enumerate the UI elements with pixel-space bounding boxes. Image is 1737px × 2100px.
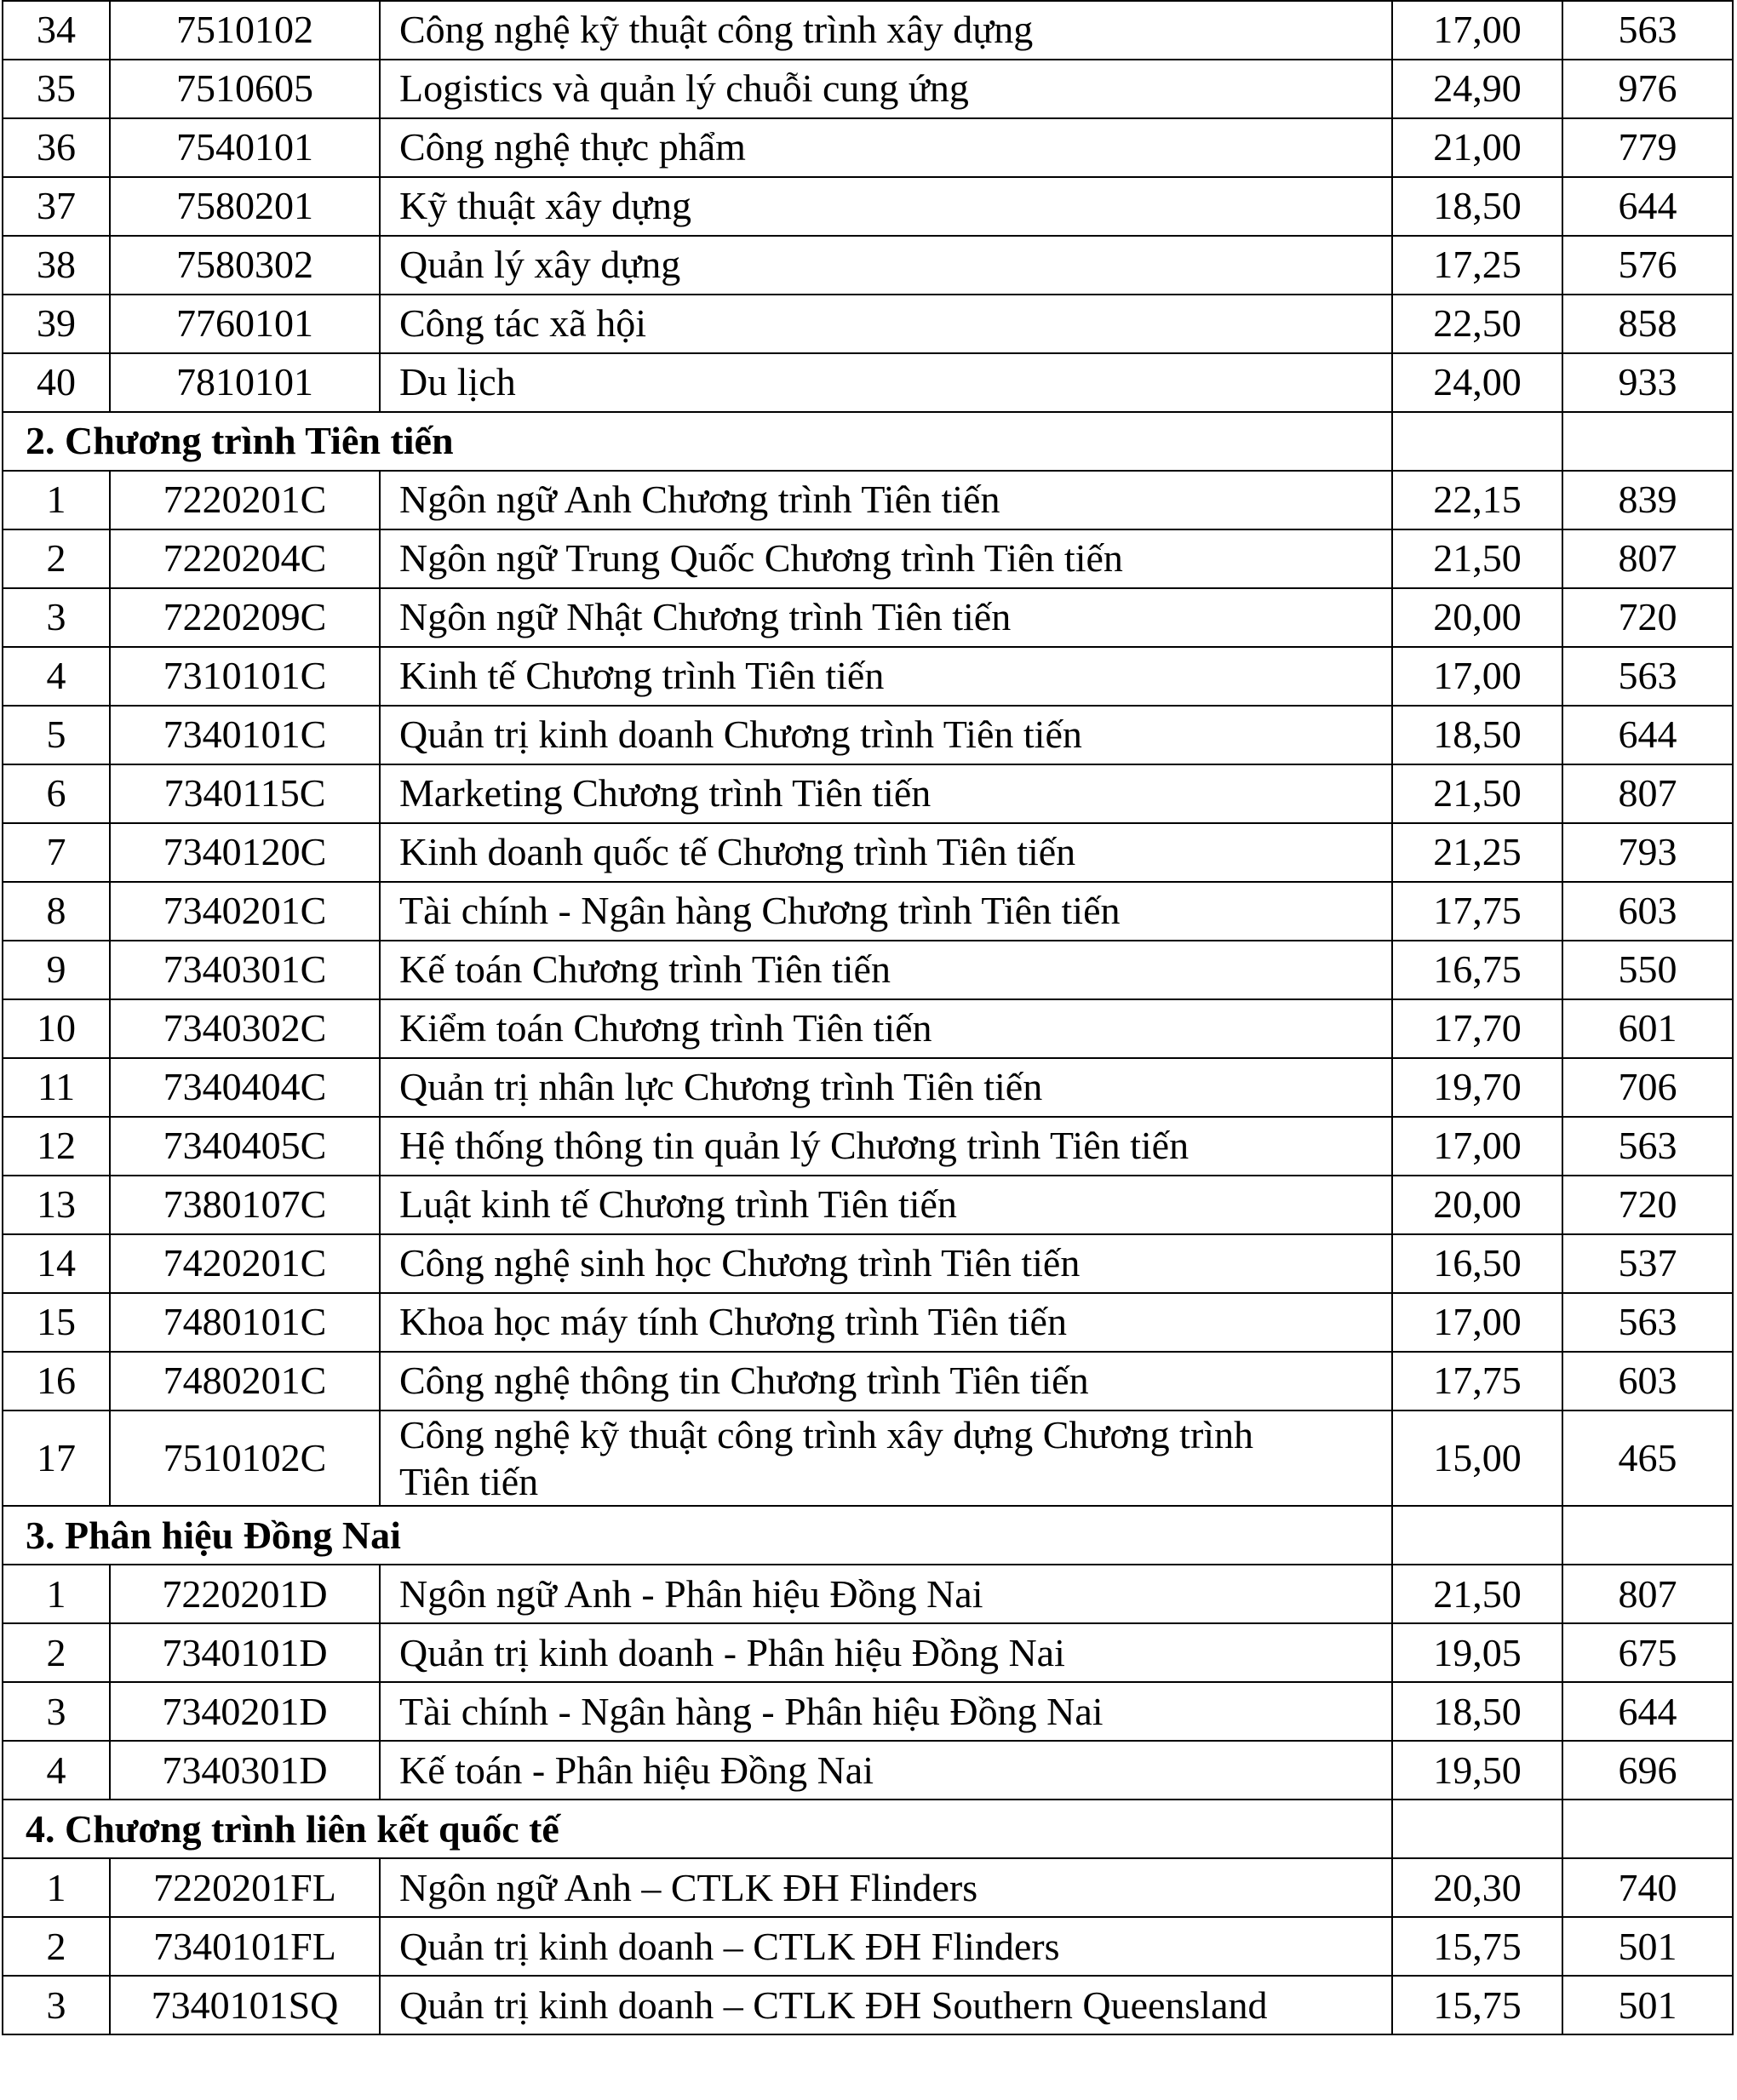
stt-cell: 14 bbox=[3, 1234, 110, 1293]
major-name-cell: Logistics và quản lý chuỗi cung ứng bbox=[380, 60, 1392, 118]
major-code-cell: 7340201C bbox=[110, 882, 380, 941]
score-cell: 17,75 bbox=[1392, 882, 1562, 941]
section-title: 2. Chương trình Tiên tiến bbox=[3, 412, 1392, 471]
major-code-cell: 7810101 bbox=[110, 353, 380, 412]
table-row bbox=[3, 1410, 1733, 1506]
score-cell: 20,00 bbox=[1392, 588, 1562, 647]
stt-cell: 3 bbox=[3, 1682, 110, 1741]
rank-score-cell: 601 bbox=[1562, 999, 1733, 1058]
stt-cell: 2 bbox=[3, 1917, 110, 1976]
major-name-cell: Quản trị kinh doanh – CTLK ĐH Southern Queensland bbox=[380, 1976, 1392, 2034]
stt-cell: 8 bbox=[3, 882, 110, 941]
major-name-cell: Công nghệ sinh học Chương trình Tiên tiến bbox=[380, 1234, 1392, 1293]
rank-score-cell: 807 bbox=[1562, 1565, 1733, 1623]
major-name-line-1: Công nghệ kỹ thuật công trình xây dựng Chương trình bbox=[399, 1413, 1254, 1456]
rank-score-cell: 563 bbox=[1562, 1, 1733, 60]
major-code-cell: 7380107C bbox=[110, 1176, 380, 1234]
rank-score-cell: 644 bbox=[1562, 177, 1733, 236]
stt-cell: 1 bbox=[3, 1858, 110, 1917]
rank-score-cell: 807 bbox=[1562, 529, 1733, 588]
rank-score-cell: 563 bbox=[1562, 647, 1733, 706]
major-name-cell: Khoa học máy tính Chương trình Tiên tiến bbox=[380, 1293, 1392, 1352]
stt-cell: 2 bbox=[3, 1623, 110, 1682]
major-code-cell: 7760101 bbox=[110, 295, 380, 353]
score-cell: 22,50 bbox=[1392, 295, 1562, 353]
table-row bbox=[3, 471, 1733, 529]
major-code-cell: 7580201 bbox=[110, 177, 380, 236]
stt-cell: 1 bbox=[3, 1565, 110, 1623]
stt-cell: 10 bbox=[3, 999, 110, 1058]
section-title: 3. Phân hiệu Đồng Nai bbox=[3, 1506, 1392, 1565]
stt-cell: 1 bbox=[3, 471, 110, 529]
major-code-cell: 7420201C bbox=[110, 1234, 380, 1293]
major-code-cell: 7480101C bbox=[110, 1293, 380, 1352]
section-header-row bbox=[3, 1506, 1733, 1565]
major-code-cell: 7340301C bbox=[110, 941, 380, 999]
rank-score-cell: 603 bbox=[1562, 882, 1733, 941]
major-code-cell: 7340101FL bbox=[110, 1917, 380, 1976]
major-code-cell: 7220201C bbox=[110, 471, 380, 529]
stt-cell: 38 bbox=[3, 236, 110, 295]
table-row bbox=[3, 823, 1733, 882]
score-cell: 15,75 bbox=[1392, 1917, 1562, 1976]
table-row bbox=[3, 1565, 1733, 1623]
major-code-cell: 7480201C bbox=[110, 1352, 380, 1410]
table-row bbox=[3, 1623, 1733, 1682]
major-code-cell: 7340101D bbox=[110, 1623, 380, 1682]
stt-cell: 17 bbox=[3, 1410, 110, 1506]
score-cell: 18,50 bbox=[1392, 706, 1562, 764]
major-name-cell: Kinh tế Chương trình Tiên tiến bbox=[380, 647, 1392, 706]
score-cell: 17,25 bbox=[1392, 236, 1562, 295]
table-row bbox=[3, 295, 1733, 353]
stt-cell: 4 bbox=[3, 647, 110, 706]
table-row bbox=[3, 353, 1733, 412]
stt-cell: 39 bbox=[3, 295, 110, 353]
table-row bbox=[3, 1976, 1733, 2034]
table-row bbox=[3, 764, 1733, 823]
major-name-cell: Marketing Chương trình Tiên tiến bbox=[380, 764, 1392, 823]
rank-score-cell: 501 bbox=[1562, 1976, 1733, 2034]
major-name-cell: Quản trị kinh doanh Chương trình Tiên tiến bbox=[380, 706, 1392, 764]
table-row bbox=[3, 941, 1733, 999]
major-name-cell: Công nghệ thực phẩm bbox=[380, 118, 1392, 177]
major-name-cell: Công tác xã hội bbox=[380, 295, 1392, 353]
table-row bbox=[3, 1, 1733, 60]
major-name-cell: Tài chính - Ngân hàng - Phân hiệu Đồng Nai bbox=[380, 1682, 1392, 1741]
stt-cell: 5 bbox=[3, 706, 110, 764]
major-code-cell: 7340101SQ bbox=[110, 1976, 380, 2034]
score-cell: 17,00 bbox=[1392, 1117, 1562, 1176]
rank-score-cell: 675 bbox=[1562, 1623, 1733, 1682]
table-row bbox=[3, 706, 1733, 764]
table-row bbox=[3, 1352, 1733, 1410]
score-cell: 17,00 bbox=[1392, 647, 1562, 706]
major-name-cell: Công nghệ kỹ thuật công trình xây dựng bbox=[380, 1, 1392, 60]
table-row bbox=[3, 1058, 1733, 1117]
score-cell: 22,15 bbox=[1392, 471, 1562, 529]
rank-score-cell: 740 bbox=[1562, 1858, 1733, 1917]
major-name-cell: Quản lý xây dựng bbox=[380, 236, 1392, 295]
table-row bbox=[3, 1293, 1733, 1352]
stt-cell: 11 bbox=[3, 1058, 110, 1117]
score-cell: 17,70 bbox=[1392, 999, 1562, 1058]
section-header-row bbox=[3, 412, 1733, 471]
major-code-cell: 7510102C bbox=[110, 1410, 380, 1506]
major-name-line-2: Tiên tiến bbox=[399, 1460, 539, 1504]
table-row bbox=[3, 588, 1733, 647]
stt-cell: 6 bbox=[3, 764, 110, 823]
score-cell: 21,50 bbox=[1392, 1565, 1562, 1623]
rank-score-cell: 858 bbox=[1562, 295, 1733, 353]
score-cell: 19,05 bbox=[1392, 1623, 1562, 1682]
table-row bbox=[3, 1682, 1733, 1741]
stt-cell: 16 bbox=[3, 1352, 110, 1410]
major-code-cell: 7510605 bbox=[110, 60, 380, 118]
score-cell: 16,75 bbox=[1392, 941, 1562, 999]
major-code-cell: 7340201D bbox=[110, 1682, 380, 1741]
stt-cell: 3 bbox=[3, 1976, 110, 2034]
table-row bbox=[3, 999, 1733, 1058]
rank-score-cell: 550 bbox=[1562, 941, 1733, 999]
rank-score-cell: 779 bbox=[1562, 118, 1733, 177]
major-name-cell: Kế toán Chương trình Tiên tiến bbox=[380, 941, 1392, 999]
rank-score-cell: 933 bbox=[1562, 353, 1733, 412]
major-code-cell: 7310101C bbox=[110, 647, 380, 706]
major-name-cell: Hệ thống thông tin quản lý Chương trình Tiên tiến bbox=[380, 1117, 1392, 1176]
major-code-cell: 7340101C bbox=[110, 706, 380, 764]
major-name-cell: Ngôn ngữ Trung Quốc Chương trình Tiên tiến bbox=[380, 529, 1392, 588]
major-code-cell: 7340404C bbox=[110, 1058, 380, 1117]
section-empty-score bbox=[1392, 1800, 1562, 1858]
major-code-cell: 7510102 bbox=[110, 1, 380, 60]
rank-score-cell: 976 bbox=[1562, 60, 1733, 118]
table-row bbox=[3, 647, 1733, 706]
major-code-cell: 7340301D bbox=[110, 1741, 380, 1800]
stt-cell: 37 bbox=[3, 177, 110, 236]
score-cell: 24,00 bbox=[1392, 353, 1562, 412]
stt-cell: 12 bbox=[3, 1117, 110, 1176]
section-empty-rank bbox=[1562, 412, 1733, 471]
stt-cell: 4 bbox=[3, 1741, 110, 1800]
rank-score-cell: 720 bbox=[1562, 588, 1733, 647]
score-cell: 16,50 bbox=[1392, 1234, 1562, 1293]
stt-cell: 9 bbox=[3, 941, 110, 999]
stt-cell: 40 bbox=[3, 353, 110, 412]
table-row bbox=[3, 882, 1733, 941]
score-cell: 17,75 bbox=[1392, 1352, 1562, 1410]
major-name-cell: Ngôn ngữ Anh – CTLK ĐH Flinders bbox=[380, 1858, 1392, 1917]
rank-score-cell: 720 bbox=[1562, 1176, 1733, 1234]
table-row bbox=[3, 236, 1733, 295]
major-code-cell: 7220201FL bbox=[110, 1858, 380, 1917]
major-name-cell: Quản trị nhân lực Chương trình Tiên tiến bbox=[380, 1058, 1392, 1117]
major-code-cell: 7580302 bbox=[110, 236, 380, 295]
major-name-cell: Ngôn ngữ Anh - Phân hiệu Đồng Nai bbox=[380, 1565, 1392, 1623]
major-name-cell: Công nghệ thông tin Chương trình Tiên tiến bbox=[380, 1352, 1392, 1410]
table-row bbox=[3, 1741, 1733, 1800]
rank-score-cell: 603 bbox=[1562, 1352, 1733, 1410]
score-cell: 21,50 bbox=[1392, 529, 1562, 588]
section-empty-rank bbox=[1562, 1506, 1733, 1565]
table-row bbox=[3, 60, 1733, 118]
major-code-cell: 7340115C bbox=[110, 764, 380, 823]
table-body bbox=[3, 1, 1733, 2034]
table-row bbox=[3, 1176, 1733, 1234]
section-empty-score bbox=[1392, 1506, 1562, 1565]
section-title: 4. Chương trình liên kết quốc tế bbox=[3, 1800, 1392, 1858]
score-cell: 21,50 bbox=[1392, 764, 1562, 823]
table-row bbox=[3, 1234, 1733, 1293]
rank-score-cell: 793 bbox=[1562, 823, 1733, 882]
score-cell: 15,75 bbox=[1392, 1976, 1562, 2034]
rank-score-cell: 537 bbox=[1562, 1234, 1733, 1293]
major-name-cell: Du lịch bbox=[380, 353, 1392, 412]
major-code-cell: 7340302C bbox=[110, 999, 380, 1058]
table-row bbox=[3, 118, 1733, 177]
table-row bbox=[3, 1858, 1733, 1917]
stt-cell: 15 bbox=[3, 1293, 110, 1352]
section-header-row bbox=[3, 1800, 1733, 1858]
rank-score-cell: 563 bbox=[1562, 1293, 1733, 1352]
score-cell: 19,70 bbox=[1392, 1058, 1562, 1117]
rank-score-cell: 563 bbox=[1562, 1117, 1733, 1176]
table-row bbox=[3, 177, 1733, 236]
score-cell: 19,50 bbox=[1392, 1741, 1562, 1800]
major-name-cell: Quản trị kinh doanh - Phân hiệu Đồng Nai bbox=[380, 1623, 1392, 1682]
section-empty-rank bbox=[1562, 1800, 1733, 1858]
stt-cell: 36 bbox=[3, 118, 110, 177]
rank-score-cell: 576 bbox=[1562, 236, 1733, 295]
major-name-cell bbox=[380, 1410, 1392, 1506]
stt-cell: 35 bbox=[3, 60, 110, 118]
stt-cell: 3 bbox=[3, 588, 110, 647]
score-cell: 17,00 bbox=[1392, 1, 1562, 60]
major-name-cell: Kiểm toán Chương trình Tiên tiến bbox=[380, 999, 1392, 1058]
rank-score-cell: 696 bbox=[1562, 1741, 1733, 1800]
table-row bbox=[3, 1917, 1733, 1976]
score-cell: 21,25 bbox=[1392, 823, 1562, 882]
rank-score-cell: 465 bbox=[1562, 1410, 1733, 1506]
major-name-cell: Tài chính - Ngân hàng Chương trình Tiên tiến bbox=[380, 882, 1392, 941]
section-empty-score bbox=[1392, 412, 1562, 471]
stt-cell: 34 bbox=[3, 1, 110, 60]
rank-score-cell: 644 bbox=[1562, 1682, 1733, 1741]
major-name-cell: Kế toán - Phân hiệu Đồng Nai bbox=[380, 1741, 1392, 1800]
score-cell: 20,00 bbox=[1392, 1176, 1562, 1234]
major-name-cell: Kinh doanh quốc tế Chương trình Tiên tiến bbox=[380, 823, 1392, 882]
major-code-cell: 7220209C bbox=[110, 588, 380, 647]
major-code-cell: 7540101 bbox=[110, 118, 380, 177]
major-code-cell: 7340405C bbox=[110, 1117, 380, 1176]
major-name-cell: Quản trị kinh doanh – CTLK ĐH Flinders bbox=[380, 1917, 1392, 1976]
score-cell: 20,30 bbox=[1392, 1858, 1562, 1917]
score-cell: 18,50 bbox=[1392, 1682, 1562, 1741]
major-name-cell: Kỹ thuật xây dựng bbox=[380, 177, 1392, 236]
major-name-cell: Ngôn ngữ Nhật Chương trình Tiên tiến bbox=[380, 588, 1392, 647]
major-code-cell: 7220201D bbox=[110, 1565, 380, 1623]
major-name-cell: Ngôn ngữ Anh Chương trình Tiên tiến bbox=[380, 471, 1392, 529]
score-cell: 18,50 bbox=[1392, 177, 1562, 236]
rank-score-cell: 839 bbox=[1562, 471, 1733, 529]
rank-score-cell: 644 bbox=[1562, 706, 1733, 764]
admission-scores-table bbox=[2, 0, 1734, 2035]
table-row bbox=[3, 529, 1733, 588]
table-row bbox=[3, 1117, 1733, 1176]
score-cell: 21,00 bbox=[1392, 118, 1562, 177]
stt-cell: 7 bbox=[3, 823, 110, 882]
score-cell: 24,90 bbox=[1392, 60, 1562, 118]
major-code-cell: 7220204C bbox=[110, 529, 380, 588]
stt-cell: 13 bbox=[3, 1176, 110, 1234]
major-code-cell: 7340120C bbox=[110, 823, 380, 882]
rank-score-cell: 807 bbox=[1562, 764, 1733, 823]
score-cell: 17,00 bbox=[1392, 1293, 1562, 1352]
score-cell: 15,00 bbox=[1392, 1410, 1562, 1506]
stt-cell: 2 bbox=[3, 529, 110, 588]
major-name-cell: Luật kinh tế Chương trình Tiên tiến bbox=[380, 1176, 1392, 1234]
rank-score-cell: 501 bbox=[1562, 1917, 1733, 1976]
rank-score-cell: 706 bbox=[1562, 1058, 1733, 1117]
